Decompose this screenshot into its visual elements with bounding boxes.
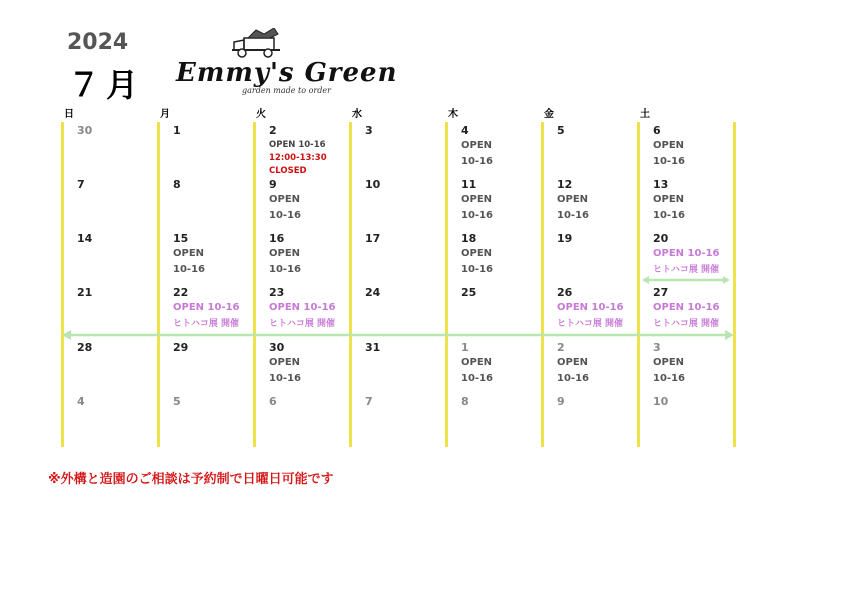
- hours-note: OPEN 10-16: [653, 194, 685, 221]
- hours-note: OPEN 10-16: [173, 248, 205, 275]
- event-range-arrow: [62, 330, 734, 340]
- truck-icon: [230, 28, 292, 60]
- day-cell[interactable]: 2: [557, 341, 565, 354]
- day-cell[interactable]: 1: [461, 341, 469, 354]
- column-line: [349, 122, 352, 447]
- hours-note: OPEN 10-16: [653, 357, 685, 384]
- day-cell[interactable]: 29: [173, 341, 189, 354]
- day-cell[interactable]: 12: [557, 178, 573, 191]
- column-line: [733, 122, 736, 447]
- day-cell[interactable]: 7: [77, 178, 85, 191]
- day-cell[interactable]: 6: [653, 124, 661, 137]
- hours-note: OPEN 10-16: [461, 194, 493, 221]
- day-cell[interactable]: 5: [173, 395, 181, 408]
- day-cell[interactable]: 16: [269, 232, 285, 245]
- column-line: [637, 122, 640, 447]
- day-cell[interactable]: 20: [653, 232, 669, 245]
- day-cell[interactable]: 8: [461, 395, 469, 408]
- logo-wordmark: Emmy's Green: [176, 58, 398, 88]
- column-line: [61, 122, 64, 447]
- hours-note: OPEN 10-16: [461, 357, 493, 384]
- day-cell[interactable]: 25: [461, 286, 477, 299]
- hours-note: OPEN 10-16 12:00-13:30 CLOSED: [269, 140, 327, 176]
- weekday-thu: 木: [448, 109, 458, 120]
- day-cell[interactable]: 4: [77, 395, 85, 408]
- day-cell[interactable]: 2: [269, 124, 277, 137]
- event-note: OPEN 10-16 ヒトハコ展 開催: [173, 302, 240, 329]
- weekday-tue: 火: [256, 109, 266, 120]
- weekday-fri: 金: [544, 109, 554, 120]
- reservation-note: ※外構と造園のご相談は予約制で日曜日可能です: [48, 472, 334, 487]
- day-cell[interactable]: 6: [269, 395, 277, 408]
- hours-note: OPEN 10-16: [557, 357, 589, 384]
- day-cell[interactable]: 5: [557, 124, 565, 137]
- day-cell[interactable]: 27: [653, 286, 669, 299]
- event-range-arrow: [642, 276, 730, 284]
- month-label: ７月: [68, 66, 145, 104]
- day-cell[interactable]: 30: [269, 341, 285, 354]
- day-cell[interactable]: 26: [557, 286, 573, 299]
- event-note: OPEN 10-16 ヒトハコ展 開催: [653, 248, 720, 275]
- event-note: OPEN 10-16 ヒトハコ展 開催: [269, 302, 336, 329]
- weekday-sat: 土: [640, 109, 650, 120]
- day-cell[interactable]: 3: [365, 124, 373, 137]
- hours-note: OPEN 10-16: [653, 140, 685, 167]
- day-cell[interactable]: 22: [173, 286, 189, 299]
- day-cell[interactable]: 28: [77, 341, 93, 354]
- day-cell[interactable]: 13: [653, 178, 669, 191]
- day-cell[interactable]: 7: [365, 395, 373, 408]
- column-line: [445, 122, 448, 447]
- logo: [172, 28, 398, 98]
- year-label: 2024: [67, 30, 129, 55]
- day-cell[interactable]: 31: [365, 341, 381, 354]
- day-cell[interactable]: 19: [557, 232, 573, 245]
- hours-note: OPEN 10-16: [269, 357, 301, 384]
- day-cell[interactable]: 4: [461, 124, 469, 137]
- day-cell[interactable]: 1: [173, 124, 181, 137]
- day-cell[interactable]: 21: [77, 286, 93, 299]
- weekday-mon: 月: [160, 109, 170, 120]
- event-note: OPEN 10-16 ヒトハコ展 開催: [653, 302, 720, 329]
- day-cell[interactable]: 15: [173, 232, 189, 245]
- column-line: [541, 122, 544, 447]
- logo-tagline: garden made to order: [242, 86, 331, 95]
- day-cell[interactable]: 24: [365, 286, 381, 299]
- day-cell[interactable]: 23: [269, 286, 285, 299]
- day-cell[interactable]: 14: [77, 232, 93, 245]
- day-cell[interactable]: 9: [269, 178, 277, 191]
- column-line: [157, 122, 160, 447]
- weekday-sun: 日: [64, 109, 74, 120]
- weekday-wed: 水: [352, 109, 362, 120]
- day-cell[interactable]: 10: [653, 395, 669, 408]
- day-cell[interactable]: 11: [461, 178, 477, 191]
- hours-note: OPEN 10-16: [461, 248, 493, 275]
- day-cell[interactable]: 10: [365, 178, 381, 191]
- day-cell[interactable]: 8: [173, 178, 181, 191]
- column-line: [253, 122, 256, 447]
- event-note: OPEN 10-16 ヒトハコ展 開催: [557, 302, 624, 329]
- day-cell[interactable]: 3: [653, 341, 661, 354]
- hours-note: OPEN 10-16: [269, 194, 301, 221]
- hours-note: OPEN 10-16: [557, 194, 589, 221]
- day-cell[interactable]: 30: [77, 124, 93, 137]
- hours-note: OPEN 10-16: [269, 248, 301, 275]
- day-cell[interactable]: 17: [365, 232, 381, 245]
- day-cell[interactable]: 9: [557, 395, 565, 408]
- day-cell[interactable]: 18: [461, 232, 477, 245]
- hours-note: OPEN 10-16: [461, 140, 493, 167]
